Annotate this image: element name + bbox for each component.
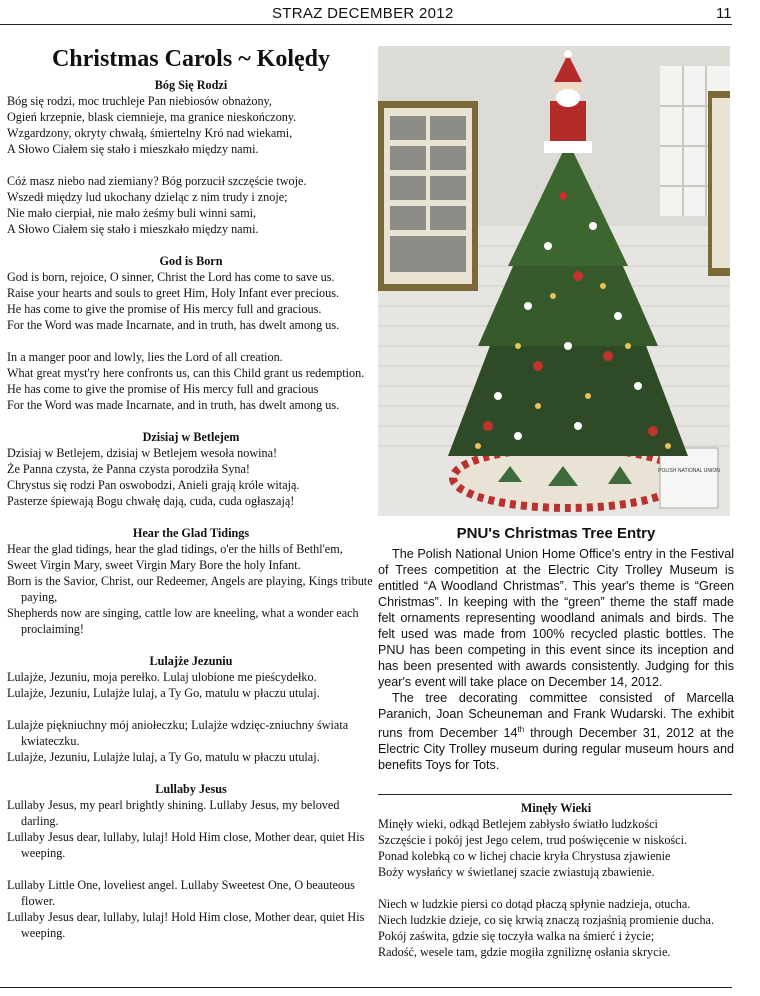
christmas-tree-photo xyxy=(378,46,730,516)
carol-line: For the Word was made Incarnate, and in truth, has dwelt among us. xyxy=(7,318,340,332)
carol-line: Pasterze śpiewają Bogu chwałę dają, cuda, cuda ogłaszają! xyxy=(7,494,295,508)
carol-line: Że Panna czysta, że Panna czysta porodziła Syna! xyxy=(7,462,250,476)
footer-divider xyxy=(0,987,732,988)
article-title: PNU's Christmas Tree Entry xyxy=(456,525,656,542)
carol-line: Bóg się rodzi, moc truchleje Pan niebiosów obnażony, xyxy=(7,94,272,108)
carol-title: Bóg Się Rodzi xyxy=(154,78,228,92)
carol-dzisiaj-w-betlejem xyxy=(7,429,375,509)
carol-line: Sweet Virgin Mary, sweet Virgin Mary Bore the holy Infant. xyxy=(7,558,301,572)
poem-line: Boży wysłańcy w świetlanej szacie zwiastują zbawienie. xyxy=(378,865,655,879)
section-divider xyxy=(378,794,732,795)
carol-line: A Słowo Ciałem się stało i mieszkało między nami. xyxy=(7,222,259,236)
poem-line: Radość, wesele tam, gdzie mogiła zgniliznę osłania skrycie. xyxy=(378,945,671,959)
carol-hear-the-glad-tidings xyxy=(7,525,375,637)
carol-line: Dzisiaj w Betlejem, dzisiaj w Betlejem wesoła nowina! xyxy=(7,446,278,460)
article-column xyxy=(378,525,734,773)
page-header xyxy=(0,0,760,28)
carol-line: Raise your hearts and souls to greet Him, Holy Infant ever precious. xyxy=(7,286,340,300)
carol-title: Lulajże Jezuniu xyxy=(149,654,233,668)
carol-line: Wszedł między lud ukochany dzieląc z nim trudy i znoje; xyxy=(7,190,288,204)
poem-line: Pokój zaświta, gdzie się toczyła walka na śmierć i życie; xyxy=(378,929,655,943)
header-divider xyxy=(0,24,732,25)
section-title: Christmas Carols ~ Kolędy xyxy=(51,46,331,72)
ordinal-suffix: th xyxy=(517,725,525,734)
article-text: The tree decorating committee consisted of Marcella Paranich, Joan Scheuneman and Frank Wudarski. The exhibit runs from December 14 xyxy=(378,691,734,741)
carol-line: Lullaby Jesus dear, lullaby, lulaj! Hold Him close, Mother dear, quiet His weeping. xyxy=(7,830,365,860)
poem-minely-wieki xyxy=(378,800,734,960)
article-body xyxy=(378,546,734,773)
carol-line: Wzgardzony, okryty chwałą, śmiertelny Kró nad wiekami, xyxy=(7,126,293,140)
page-number: 11 xyxy=(716,5,732,22)
carol-line: Lulajże, Jezuniu, moja perełko. Lulaj ulobione me pieścydełko. xyxy=(7,670,317,684)
carol-line: Chrystus się rodzi Pan oswobodzi, Anieli grają króle witają. xyxy=(7,478,300,492)
carol-god-is-born xyxy=(7,253,375,413)
carol-line: Lulajże, Jezuniu, Lulajże lulaj, a Ty Go, matulu w płaczu utulaj. xyxy=(7,750,320,764)
sign-text: POLISH NATIONAL UNION xyxy=(658,468,720,474)
article-paragraph: The Polish National Union Home Office's entry in the Festival of Trees competition at the Electric City Trolley Museum is entitled “A Woodland Christmas”. This year's theme is “Green Christmas”. In keeping with the “green” theme the staff made felt ornaments representing woodland animals and birds. The felt used was made from 100% recycled plastic bottles. The PNU has been competing in this event since its inception and has been presented with awards consistently. Judging for this year's event will take place on December 14, 2012. xyxy=(378,547,734,689)
carol-line: Lulajże piękniuchny mój aniołeczku; Lulajże wdzięc-zniuchny świata kwiateczku. xyxy=(7,718,349,748)
carol-line: Lulajże, Jezuniu, Lulajże lulaj, a Ty Go, matulu w płaczu utulaj. xyxy=(7,686,320,700)
poem-line: Minęły wieki, odkąd Betlejem zabłysło światło ludzkości xyxy=(378,817,658,831)
carol-line: He has come to give the promise of His mercy full and gracious xyxy=(7,382,319,396)
carol-line: Hear the glad tidings, hear the glad tidings, o'er the hills of Bethl'em, xyxy=(7,542,343,556)
carol-line: Born is the Savior, Christ, our Redeemer, Angels are playing, Kings tribute paying, xyxy=(7,574,373,604)
poem-line: Niech w ludzkie piersi co dotąd płaczą spłynie nadzieja, otucha. xyxy=(378,897,691,911)
poem-line: Ponad kolebką co w lichej chacie kryła Chrystusa zjawienie xyxy=(378,849,671,863)
carol-lullaby-jesus xyxy=(7,781,375,941)
carol-bog-sie-rodzi xyxy=(7,77,375,237)
article-text: through December 31, 2012 at the Electric City Trolley museum during regular museum hours and benefits Toys for Tots. xyxy=(378,726,734,773)
poem-line: Szczęście i pokój jest Jego celem, trud poświęcenie w niskości. xyxy=(378,833,688,847)
carol-line: Lullaby Little One, loveliest angel. Lullaby Sweetest One, O beauteous flower. xyxy=(7,878,355,908)
carol-line: In a manger poor and lowly, lies the Lord of all creation. xyxy=(7,350,283,364)
poem-title: Minęły Wieki xyxy=(520,801,592,815)
article-paragraph xyxy=(378,690,734,773)
carol-line: Nie mało cierpiał, nie mało żeśmy buli winni sami, xyxy=(7,206,257,220)
carol-title: Lullaby Jesus xyxy=(155,782,227,796)
carol-line: Cóż masz niebo nad ziemiany? Bóg porzucił szczęście twoje. xyxy=(7,174,307,188)
carol-line: Lullaby Jesus dear, lullaby, lulaj! Hold Him close, Mother dear, quiet His weeping. xyxy=(7,910,365,940)
carol-title: Dzisiaj w Betlejem xyxy=(142,430,240,444)
carol-line: He has come to give the promise of His mercy full and gracious. xyxy=(7,302,322,316)
carol-title: Hear the Glad Tidings xyxy=(132,526,250,540)
carol-line: Lullaby Jesus, my pearl brightly shining. Lullaby Jesus, my beloved darling. xyxy=(7,798,340,828)
carol-title: God is Born xyxy=(159,254,223,268)
carols-column xyxy=(7,42,375,941)
carol-line: Ogień krzepnie, blask ciemnieje, ma granice nieskończony. xyxy=(7,110,297,124)
carol-line: What great myst'ry here confronts us, can this Child grant us redemption. xyxy=(7,366,365,380)
carol-line: God is born, rejoice, O sinner, Christ the Lord has come to save us. xyxy=(7,270,335,284)
carol-line: For the Word was made Incarnate, and in truth, has dwelt among us. xyxy=(7,398,340,412)
carol-lulajze-jezuniu xyxy=(7,653,375,765)
christmas-tree-illustration xyxy=(378,46,730,516)
poem-line: Niech ludzkie dzieje, co się krwią znaczą rozjaśnią promienie ducha. xyxy=(378,913,715,927)
carol-line: A Słowo Ciałem się stało i mieszkało między nami. xyxy=(7,142,259,156)
newsletter-title: STRAZ DECEMBER 2012 xyxy=(272,5,454,22)
carol-line: Shepherds now are singing, cattle low are kneeling, what a wonder each proclaiming! xyxy=(7,606,359,636)
